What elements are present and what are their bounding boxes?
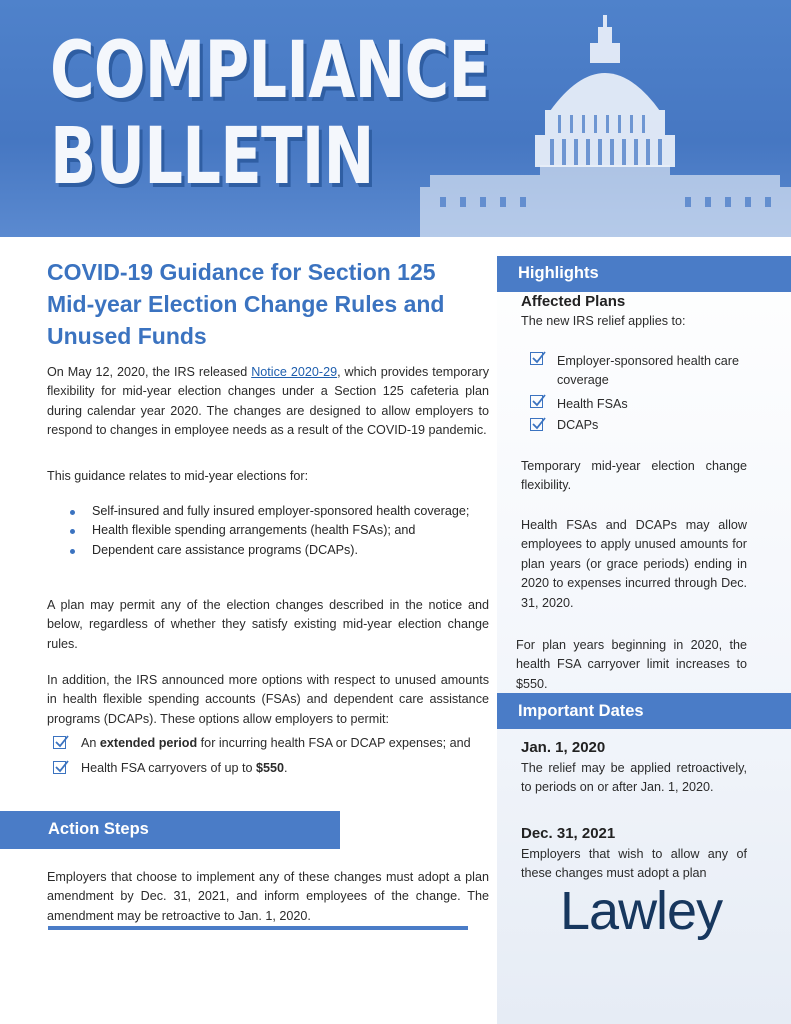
date-jan-2020: Jan. 1, 2020	[521, 739, 606, 756]
checkbox-icon	[530, 418, 543, 431]
intro-paragraph	[47, 363, 489, 441]
guidance-intro: This guidance relates to mid-year elections for:	[47, 469, 309, 483]
important-dates-header	[497, 693, 791, 729]
carryover-limit-text: For plan years beginning in 2020, the health FSA carryover limit increases to $550.	[516, 638, 747, 691]
checkbox-icon	[53, 736, 66, 749]
election-bullet-list	[70, 502, 470, 560]
affected-plans-heading: Affected Plans	[521, 293, 626, 310]
list-item: Dependent care assistance programs (DCAPs).	[70, 541, 470, 560]
intro-text-start: On May 12, 2020, the IRS released	[47, 365, 252, 379]
affected-plan-item: DCAPs	[557, 418, 599, 432]
additional-options-paragraph: In addition, the IRS announced more options with respect to unused amounts in health flexible spending accounts (FSAs) and dependent care assistance programs (DCAPs). These options allow employers to permit:	[47, 673, 489, 726]
checkbox-icon	[530, 395, 543, 408]
list-item: Self-insured and fully insured employer-sponsored health coverage;	[70, 502, 470, 521]
unused-amounts-text: Health FSAs and DCAPs may allow employees to apply unused amounts for plan years (or grace periods) ending in 2020 to expenses incurred through Dec. 31, 2020.	[521, 518, 747, 610]
important-dates-heading: Important Dates	[518, 702, 644, 720]
action-steps-header	[0, 811, 340, 849]
article-title: COVID-19 Guidance for Section 125 Mid-year Election Change Rules and Unused Funds	[47, 259, 445, 349]
highlights-header	[497, 256, 791, 292]
highlights-heading: Highlights	[518, 264, 599, 282]
action-steps-heading: Action Steps	[48, 820, 149, 838]
temporary-flexibility-text: Temporary mid-year election change flexibility.	[521, 459, 747, 493]
header-banner	[0, 0, 791, 237]
checkbox-icon	[53, 761, 66, 774]
notice-link[interactable]: Notice 2020-29	[251, 365, 338, 379]
affected-plan-item: Health FSAs	[557, 397, 628, 411]
lawley-logo: Lawley	[560, 881, 723, 941]
banner-title-line1: COMPLIANCE	[50, 26, 490, 116]
date-jan-2020-text: The relief may be applied retroactively, to periods on or after Jan. 1, 2020.	[521, 761, 747, 795]
action-steps-text: Employers that choose to implement any of these changes must adopt a plan amendment by Dec. 31, 2021, and inform employees of the change. The amendment may be retroactive to Jan. 1, 2020.	[47, 870, 489, 923]
affected-plan-item: Employer-sponsored health care coverage	[557, 354, 740, 388]
date-dec-2021: Dec. 31, 2021	[521, 825, 616, 842]
affected-plans-intro: The new IRS relief applies to:	[521, 314, 686, 328]
list-item: Health flexible spending arrangements (health FSAs); and	[70, 521, 470, 540]
carryover-item: Health FSA carryovers of up to $550.	[81, 761, 288, 775]
date-dec-2021-text: Employers that wish to allow any of these changes must adopt a plan	[521, 847, 747, 881]
intro-text-end: , which provides temporary flexibility for mid-year election changes under a Section 125 cafeteria plan during calendar year 2020. The changes are designed to allow employers to respond to changes in employee needs as a result of the COVID-19 pandemic.	[47, 365, 489, 438]
divider	[48, 926, 468, 930]
checkbox-icon	[530, 352, 543, 365]
extended-period-item: An extended period for incurring health FSA or DCAP expenses; and	[81, 736, 471, 750]
banner-title-line2: BULLETIN	[50, 112, 374, 202]
permit-paragraph: A plan may permit any of the election changes described in the notice and below, regardless of whether they satisfy existing mid-year election change rules.	[47, 598, 489, 651]
